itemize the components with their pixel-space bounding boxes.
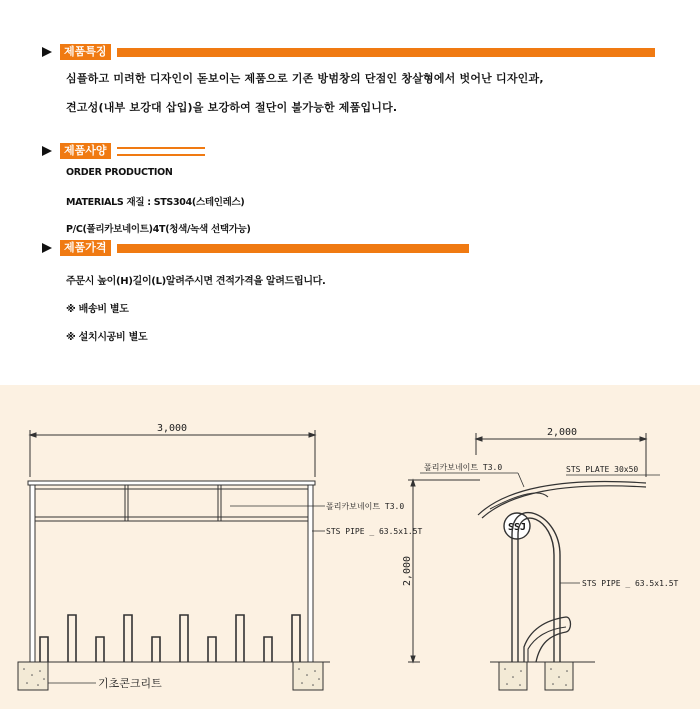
- foundation-label: 기초콘크리트: [98, 677, 162, 690]
- features-line-1: 심플하고 미려한 디자인이 돋보이는 제품으로 기존 방범창의 단점인 창살형에서 벗어난 디자인과,: [66, 72, 544, 85]
- price-line-1: 주문시 높이(H)길이(L)알려주시면 견적가격을 알려드립니다.: [66, 276, 326, 287]
- features-header: [42, 44, 655, 60]
- specs-line-2: MATERIALS 재질 : STS304(스테인레스): [66, 197, 245, 208]
- ssj-logo: SSJ: [507, 522, 527, 533]
- features-line-2: 견고성(내부 보강대 삽입)을 보강하여 절단이 불가능한 제품입니다.: [66, 101, 398, 114]
- features-rule: [117, 48, 655, 57]
- side-pipe-label: STS PIPE _ 63.5x1.5T: [582, 579, 679, 588]
- price-heading: 제품가격: [60, 240, 111, 256]
- side-width-dim: 2,000: [546, 427, 578, 438]
- side-polycarbonate-label: 폴리카보네이트 T3.0: [424, 463, 503, 472]
- specs-rule: [117, 147, 205, 156]
- arrow-right-icon: [42, 47, 52, 57]
- side-view: [402, 427, 679, 690]
- side-plate-label: STS PLATE 30x50: [566, 465, 639, 474]
- technical-drawing: [0, 385, 700, 709]
- front-view: [18, 423, 423, 690]
- specs-line-3: P/C(폴리카보네이트)4T(청색/녹색 선택가능): [66, 224, 251, 235]
- front-pipe-label: STS PIPE _ 63.5x1.5T: [326, 527, 423, 536]
- price-line-2: ※ 배송비 별도: [66, 304, 129, 315]
- specs-heading: 제품사양: [60, 143, 111, 159]
- front-polycarbonate-label: 폴리카보네이트 T3.0: [326, 502, 405, 511]
- price-rule: [117, 244, 469, 253]
- specs-header: [42, 143, 205, 159]
- arrow-right-icon: [42, 146, 52, 156]
- height-dim: 2,000: [402, 555, 413, 587]
- price-line-3: ※ 설치시공비 별도: [66, 332, 148, 343]
- arrow-right-icon: [42, 243, 52, 253]
- features-heading: 제품특징: [60, 44, 111, 60]
- front-width-dim: 3,000: [156, 423, 188, 434]
- specs-line-1: ORDER PRODUCTION: [66, 167, 173, 178]
- price-header: [42, 240, 469, 256]
